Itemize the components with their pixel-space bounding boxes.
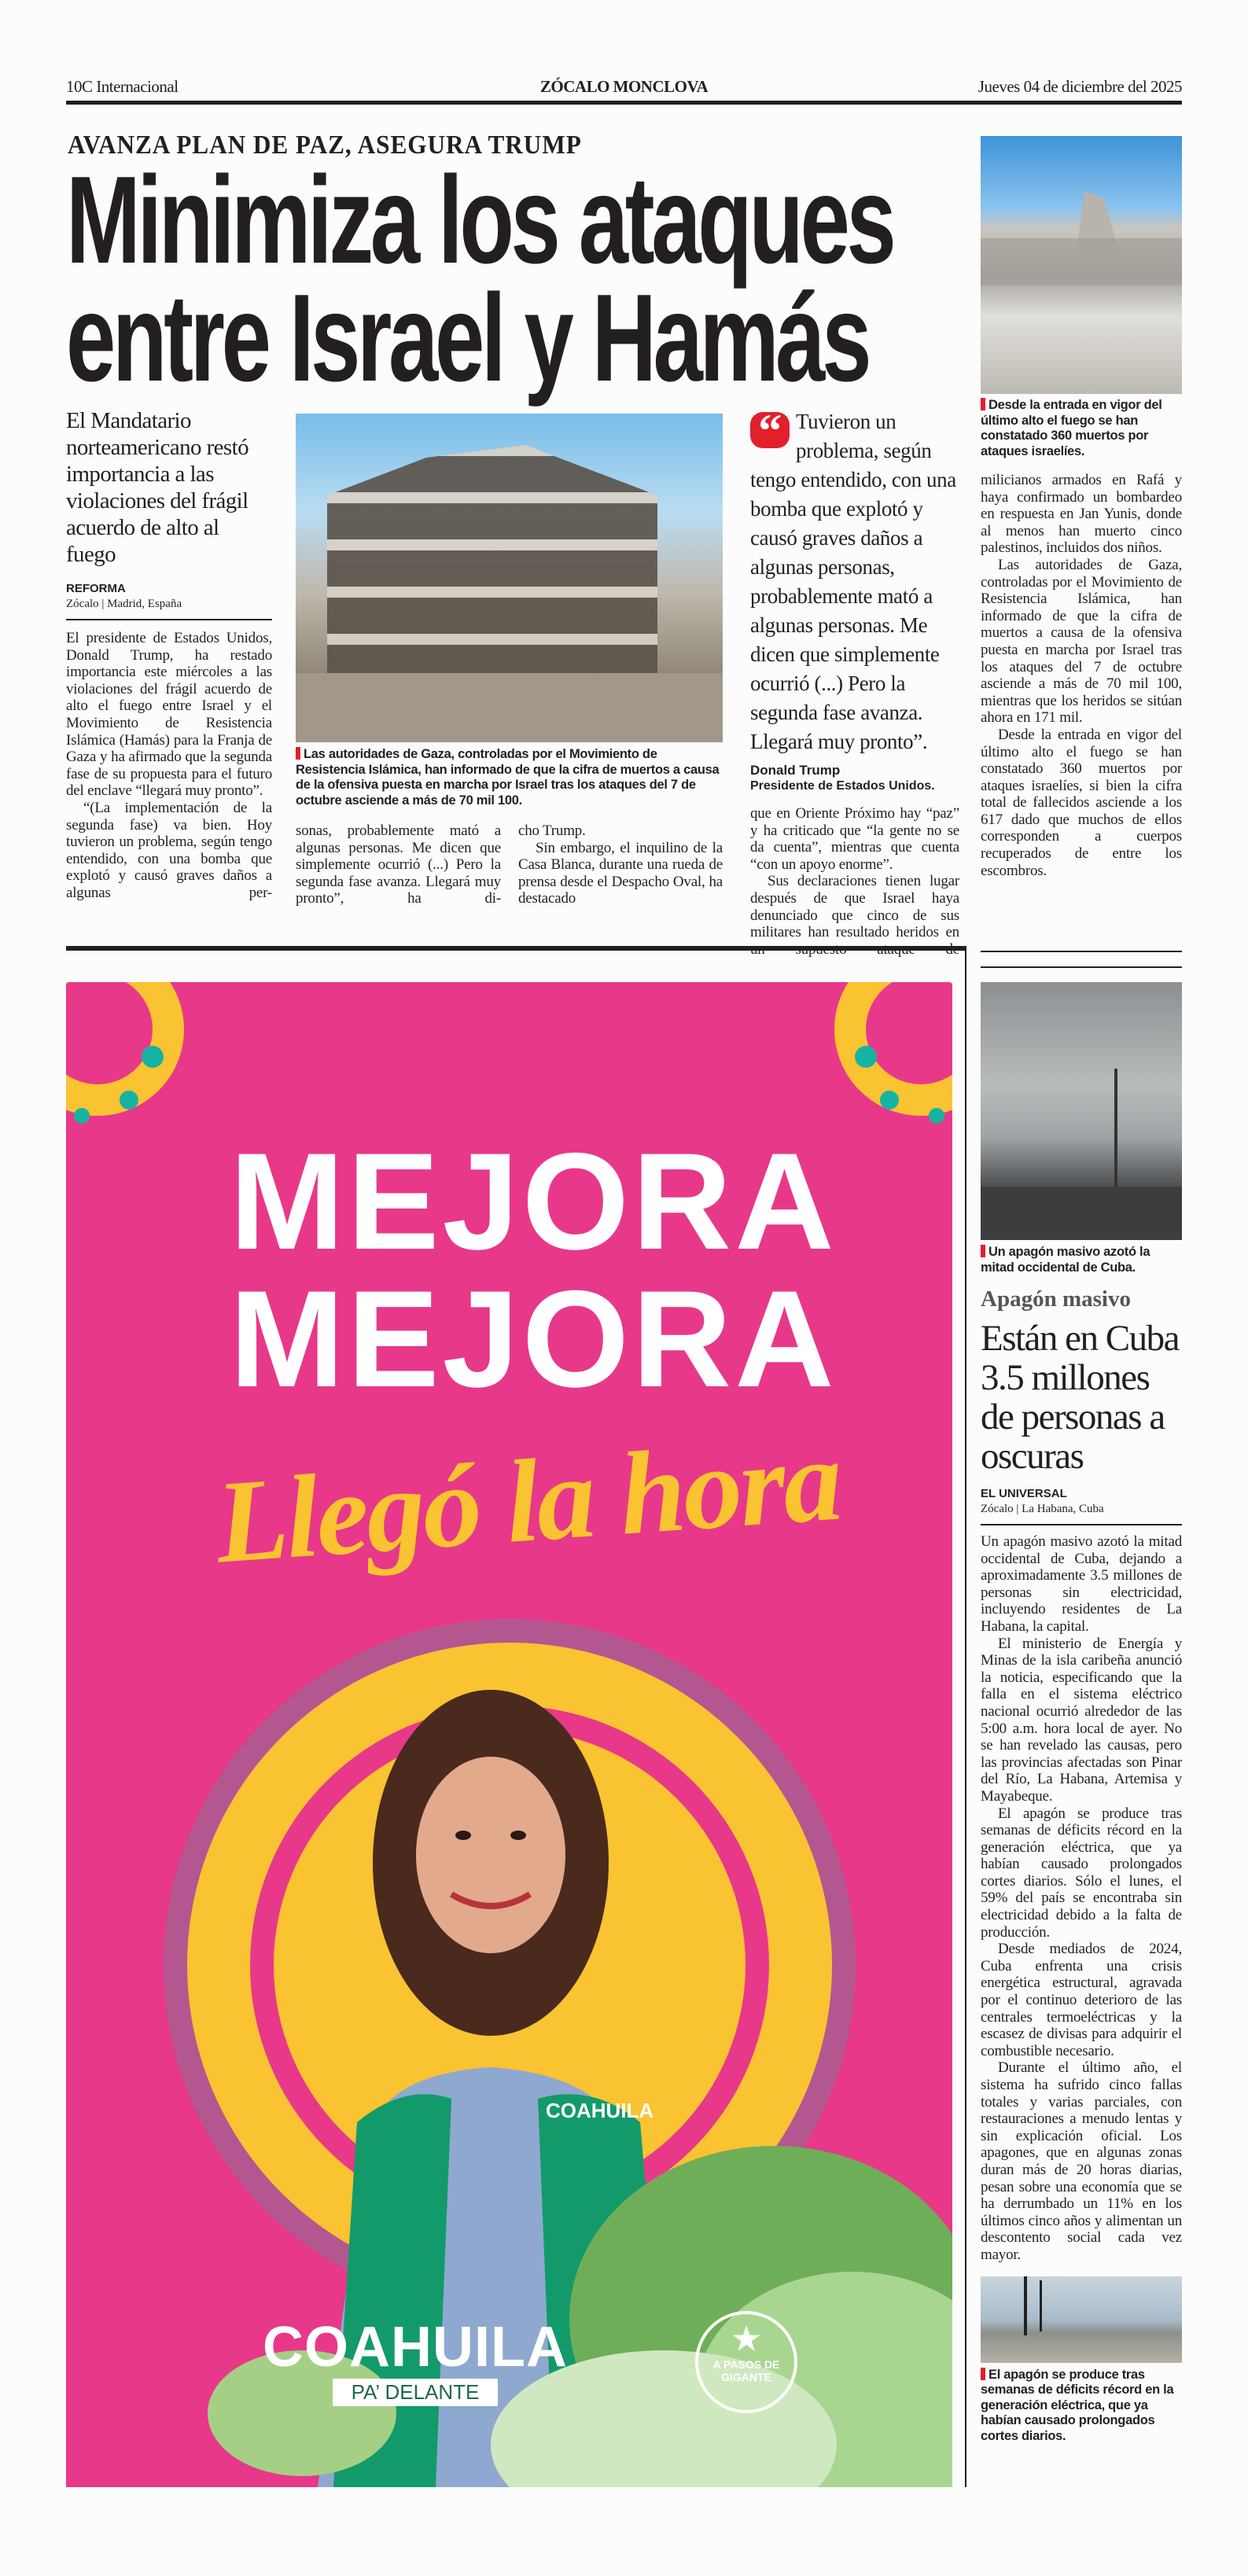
paragraph: Sus declaraciones tienen lugar después de que Israel haya denunciado que cinco de sus militares han resultado heridos en (750, 873, 959, 941)
star-icon: ★ (732, 2322, 760, 2357)
paragraph: Durante el último año, el sistema ha sufrido cinco fallas totales y varias parciales, con restauraciones a menudo lentas y sin explicación oficial. Los apagones, que en algunas zonas duran más de 20 horas diarias, pesan sobre una economía que se ha derrumbado un 11% en los últimos cinco años y alimentan un descontento social cada vez mayor. (981, 2059, 1182, 2263)
malecon-photo (981, 2276, 1182, 2363)
coahuila-advertisement (66, 982, 952, 2487)
caption-text: El apagón se produce tras semanas de déficits récord en la generación eléctrica, que ya habían causado prolongados cortes diarios. (981, 2367, 1174, 2443)
byline-location: Zócalo | Madrid, España (66, 598, 182, 610)
paragraph: El apagón se produce tras semanas de déficits récord en la generación eléctrica, que ya habían causado prolongados cortes diarios. Sólo el lunes, el 59% del país se encontraba sin electricidad debido a la falta de producción. (981, 1805, 1182, 1941)
article-column-5 (981, 472, 1182, 879)
caption-marker (981, 1245, 985, 1257)
caption-text: Desde la entrada en vigor del último alto el fuego se han constatado 360 muertos por ataques israelíes. (981, 398, 1162, 458)
byline-location: Zócalo | La Habana, Cuba (981, 1503, 1104, 1515)
article-column-4 (750, 805, 959, 958)
logo-subtitle: PA’ DELANTE (333, 2379, 499, 2406)
column-divider (965, 946, 966, 2487)
article-column-4-block (750, 407, 959, 958)
story-headline (66, 151, 893, 407)
paragraph: sonas, probablemente mató a algunas personas. Me dicen que simplemente ocurrió (...) Pero la segunda fase avanza. Llegará muy pronto”, ha di- (296, 822, 501, 907)
story-kicker: AVANZA PLAN DE PAZ, ASEGURA TRUMP (68, 131, 582, 160)
caption-marker (296, 747, 300, 760)
caption-marker (981, 2368, 985, 2380)
quote-author: Donald Trump (750, 763, 841, 778)
caption-text: Las autoridades de Gaza, controladas por el Movimiento de Resistencia Islámica, han informado de que la cifra de muertos a causa de la ofensiva puesta en marcha por Israel tras los ataques del 7 de octubre asciende a más de 70 mil 100. (296, 747, 720, 808)
paragraph: “(La implementación de la segunda fase) va bien. Hoy tuvieron un problema, según tengo entendido, con una bomba que explotó y causó graves daños a algunas per- (66, 799, 272, 901)
story-deck: El Mandatario norteamericano restó importancia a las violaciones del frágil acuerdo de alto al fuego (66, 408, 248, 567)
cuba-article-body (981, 1533, 1182, 2264)
ad-title-line-1: MEJORA (230, 1125, 838, 1279)
quote-text: Tuvieron un problema, según tengo entendido, con una bomba que explotó y causó graves daños a algunas personas, probablemente mató a algunas personas. Me dicen que simplemente ocurrió (...) Pero la segunda fase avanza. Llegará muy pronto”. (750, 410, 956, 753)
byline-rule (981, 1524, 1182, 1525)
header-rule (66, 101, 1182, 105)
a-pasos-de-gigante-seal (695, 2311, 797, 2413)
paragraph: El ministerio de Energía y Minas de la isla caribeña anunció la noticia, especificando que la falla en el sistema eléctrico nacional ocurrió alrededor de las 5:00 a.m. hora local de ayer. No se han revelado las causas, pero las provincias afectadas son Pinar del Río, La Habana, Artemisa y Mayabeque. (981, 1635, 1182, 1805)
main-photo-caption (296, 747, 723, 808)
logo-name: COAHUILA (263, 2316, 568, 2379)
paragraph: El presidente de Estados Unidos, Donald Trump, ha restado importancia este miércoles a las violaciones del frágil acuerdo de alto el fuego entre Israel y el Movimiento de Resistencia Islámica (Hamás) para la Franja de Gaza y ha afirmado que la segunda fase de su propuesta para el futuro del enclave “llegará muy pronto”. (66, 630, 272, 800)
paragraph: Un apagón masivo azotó la mitad occidental de Cuba, dejando a aproximadamente 3.5 millones de personas sin electricidad, incluyendo residentes de La Habana, la capital. (981, 1533, 1182, 1635)
destroyed-building-photo (296, 414, 723, 742)
paragraph: Desde mediados de 2024, Cuba enfrenta una crisis energética estructural, agravada por el continuo deterioro de las centrales termoeléctricas y la escasez de divisas para adquirir el combustible necesario. (981, 1941, 1182, 2059)
side-rule (981, 951, 1182, 952)
cuba-headline: Están en Cuba 3.5 millones de personas a oscuras (981, 1318, 1179, 1477)
article-column-2 (296, 822, 501, 907)
paragraph: Sin embargo, el inquilino de la Casa Blanca, durante una rueda de prensa desde el Despacho Oval, ha destacado (518, 839, 723, 907)
quote-author-title: Presidente de Estados Unidos. (750, 779, 935, 793)
caption-text: Un apagón masivo azotó la mitad occidental de Cuba. (981, 1245, 1150, 1275)
gaza-rubble-photo (981, 136, 1182, 394)
ad-tagline: Llegó la hora (212, 1414, 845, 1588)
ad-title-line-2: MEJORA (230, 1263, 838, 1416)
headline-line-2: entre Israel y Hamás (66, 269, 869, 407)
side-photo-caption (981, 398, 1182, 459)
ad-top-rule (66, 946, 966, 951)
cuba-photo-caption (981, 1245, 1182, 1275)
article-column-3 (518, 822, 723, 907)
havana-street-photo (981, 982, 1182, 1240)
quote-mark-icon (750, 412, 790, 448)
pull-quote (750, 407, 959, 756)
headline-line-1: Minimiza los ataques (66, 151, 893, 289)
article-columns-2-3 (296, 822, 723, 907)
cuba-story-block (981, 982, 1182, 2444)
cuba-bottom-caption (981, 2368, 1182, 2445)
caption-marker (981, 398, 985, 410)
paragraph: que en Oriente Próximo hay “paz” y ha criticado que “la gente no se da cuenta”, mientras que cuenta “con un apoyo enorme”. (750, 805, 959, 873)
paragraph: Desde la entrada en vigor del último alto el fuego se han constatado 360 muertos por ataques israelíes, si bien la cifra total de fallecidos asciende a los 617 dado que muchos de ellos corresponden a cuerpos recuperados de entre los escombros. (981, 726, 1182, 879)
coahuila-logo (263, 2316, 568, 2406)
paragraph: Las autoridades de Gaza, controladas por el Movimiento de Resistencia Islámica, han informado de que la cifra de muertos a causa de la ofensiva puesta en marcha por Israel tras los ataques del 7 de octubre asciende a más de 70 mil 100, mientras que los heridos se sitúan ahora en 171 mil. (981, 556, 1182, 727)
main-photo-block (296, 414, 723, 907)
article-column-1 (66, 630, 272, 902)
seal-text: A PASOS DE GIGANTE (712, 2358, 780, 2383)
byline-org: REFORMA (66, 582, 126, 595)
section-label: 10C Internacional (66, 77, 179, 96)
cuba-kicker: Apagón masivo (981, 1286, 1131, 1312)
byline-rule (66, 619, 272, 620)
article-column-5-block (981, 136, 1182, 879)
svg-text:“: “ (758, 412, 782, 448)
issue-date: Jueves 04 de diciembre del 2025 (977, 77, 1182, 96)
side-rule (981, 966, 1182, 968)
cuba-byline (981, 1487, 1182, 1525)
paragraph: milicianos armados en Rafá y haya confirmado un bombardeo en respuesta en Jan Yunis, donde al menos han muerto cinco palestinos, incluidos dos niños. (981, 472, 1182, 557)
vest-logo: COAHUILA (546, 2099, 654, 2122)
paragraph: cho Trump. (518, 822, 586, 839)
article-column-1-block (66, 407, 272, 902)
flower-ornament-icon (66, 982, 952, 1124)
newspaper-name: ZÓCALO MONCLOVA (539, 77, 709, 96)
byline-org: EL UNIVERSAL (981, 1487, 1067, 1500)
